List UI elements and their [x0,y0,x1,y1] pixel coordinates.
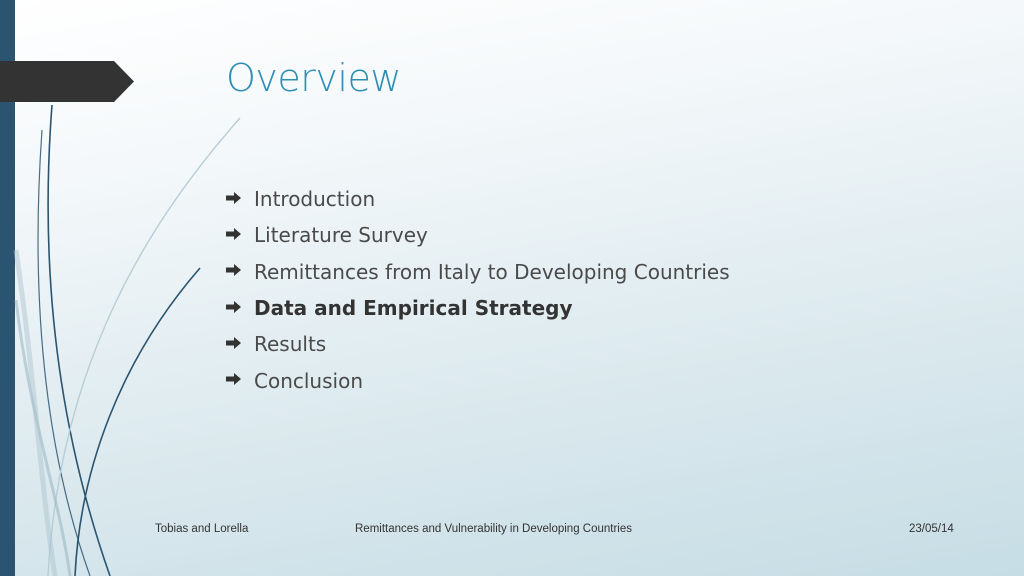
list-item [226,254,730,290]
arrow-right-icon [226,300,242,314]
arrow-right-icon [226,227,242,241]
list-item [226,326,730,362]
slide-title: Overview [226,56,401,100]
arrow-right-icon [226,336,242,350]
list-item-label: Results [254,332,327,357]
footer-date: 23/05/14 [909,523,954,535]
list-item [226,217,730,253]
list-item [226,181,730,217]
list-item-current [226,290,730,326]
list-item [226,362,730,398]
list-item-label: Data and Empirical Strategy [254,296,573,321]
arrow-right-icon [226,191,242,205]
footer-authors: Tobias and Lorella [155,523,249,535]
list-item-label: Conclusion [254,368,363,393]
footer-presentation-title: Remittances and Vulnerability in Developing Countries [355,523,632,535]
bullet-list [226,181,730,399]
list-item-label: Remittances from Italy to Developing Countries [254,259,730,284]
arrow-right-icon [226,263,242,277]
title-tab-shape [0,61,134,102]
list-item-label: Introduction [254,187,376,212]
list-item-label: Literature Survey [254,223,428,248]
arrow-right-icon [226,372,242,386]
